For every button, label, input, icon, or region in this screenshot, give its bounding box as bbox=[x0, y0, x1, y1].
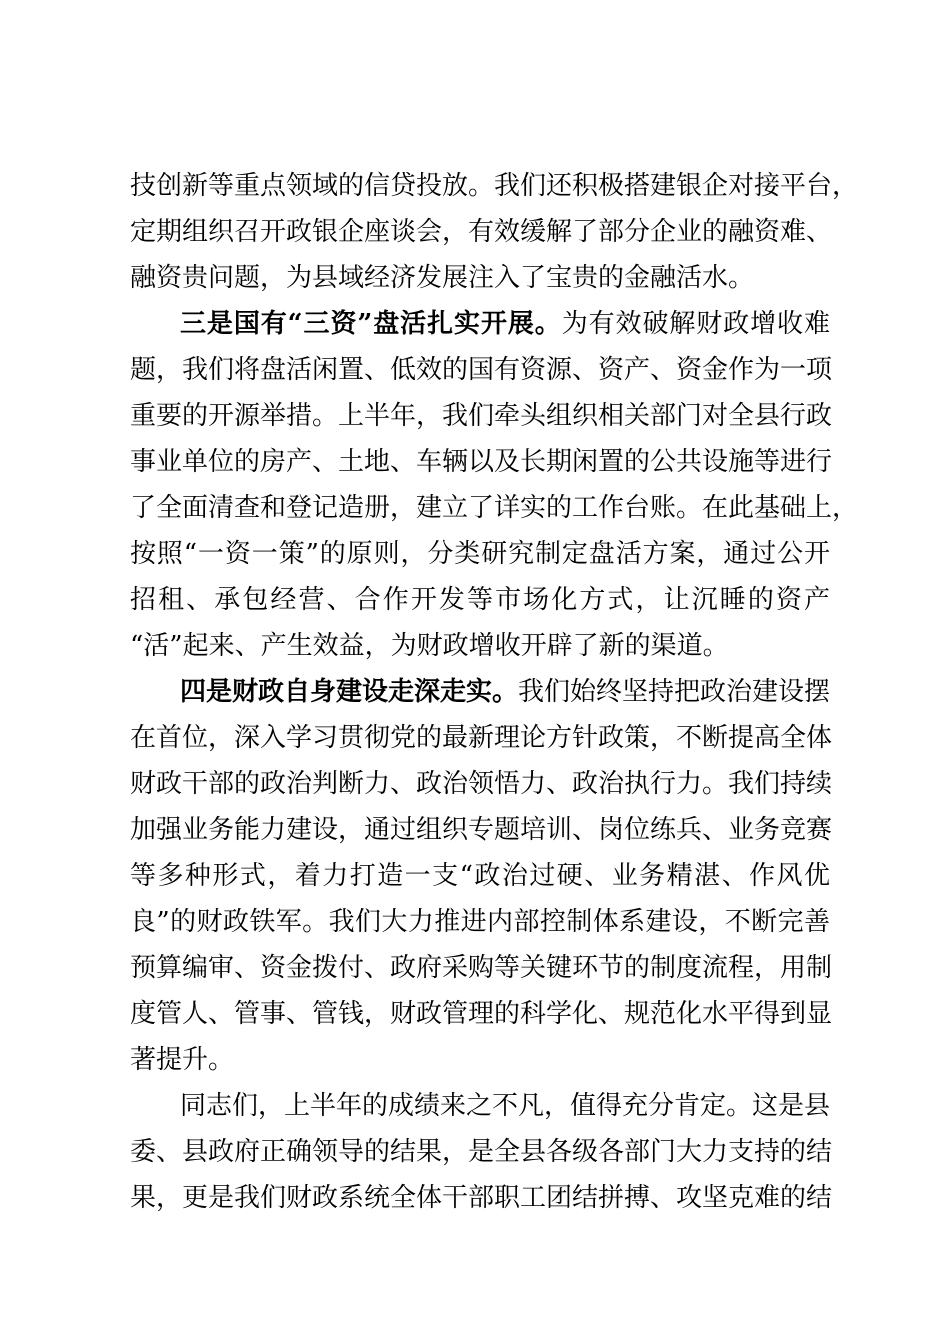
text-line: 招租、承包经营、合作开发等市场化方式，让沉睡的资产 bbox=[130, 585, 830, 615]
text-line: 在首位，深入学习贯彻党的最新理论方针政策，不断提高全体 bbox=[130, 723, 833, 753]
text-line: 果，更是我们财政系统全体干部职工团结拼搏、攻坚克难的结 bbox=[130, 1183, 833, 1213]
text-line: 加强业务能力建设，通过组织专题培训、岗位练兵、业务竞赛 bbox=[130, 815, 833, 845]
text-line: “活”起来、产生效益，为财政增收开辟了新的渠道。 bbox=[130, 631, 729, 661]
text-line bbox=[130, 669, 830, 715]
text-line: 良”的财政铁军。我们大力推进内部控制体系建设，不断完善 bbox=[130, 907, 830, 937]
text-line: 同志们，上半年的成绩来之不凡，值得充分肯定。这是县 bbox=[180, 1091, 831, 1121]
paragraph-state-assets bbox=[130, 301, 859, 669]
paragraph-heading: 三是国有“三资”盘活扎实开展。 bbox=[180, 309, 562, 339]
text-line: 技创新等重点领域的信贷投放。我们还积极搭建银企对接平台， bbox=[130, 171, 859, 201]
text-line: 题，我们将盘活闲置、低效的国有资源、资产、资金作为一项 bbox=[130, 355, 833, 385]
paragraph-self-building bbox=[130, 669, 833, 1083]
text-run: 为有效破解财政增收难 bbox=[561, 309, 830, 339]
text-line: 了全面清查和登记造册，建立了详实的工作台账。在此基础上， bbox=[130, 493, 859, 523]
text-line: 著提升。 bbox=[130, 1045, 235, 1075]
text-line: 事业单位的房产、土地、车辆以及长期闲置的公共设施等进行 bbox=[130, 447, 833, 477]
text-line bbox=[130, 301, 830, 347]
text-line: 融资贵问题，为县域经济发展注入了宝贵的金融活水。 bbox=[130, 263, 755, 293]
text-line: 财政干部的政治判断力、政治领悟力、政治执行力。我们持续 bbox=[130, 769, 833, 799]
text-run: 我们始终坚持把政治建设摆 bbox=[518, 677, 831, 707]
text-line: 预算编审、资金拨付、政府采购等关键环节的制度流程，用制 bbox=[130, 953, 833, 983]
document-body bbox=[130, 163, 859, 1221]
text-line: 按照“一资一策”的原则，分类研究制定盘活方案，通过公开 bbox=[130, 539, 830, 569]
paragraph-credit-continuation bbox=[130, 163, 859, 301]
paragraph-closing bbox=[130, 1083, 833, 1221]
text-line: 重要的开源举措。上半年，我们牵头组织相关部门对全县行政 bbox=[130, 401, 833, 431]
text-line: 委、县政府正确领导的结果，是全县各级各部门大力支持的结 bbox=[130, 1137, 833, 1167]
paragraph-heading: 四是财政自身建设走深走实。 bbox=[180, 677, 519, 707]
text-line: 等多种形式，着力打造一支“政治过硬、业务精湛、作风优 bbox=[130, 861, 830, 891]
text-line: 定期组织召开政银企座谈会，有效缓解了部分企业的融资难、 bbox=[130, 217, 833, 247]
text-line: 度管人、管事、管钱，财政管理的科学化、规范化水平得到显 bbox=[130, 999, 833, 1029]
